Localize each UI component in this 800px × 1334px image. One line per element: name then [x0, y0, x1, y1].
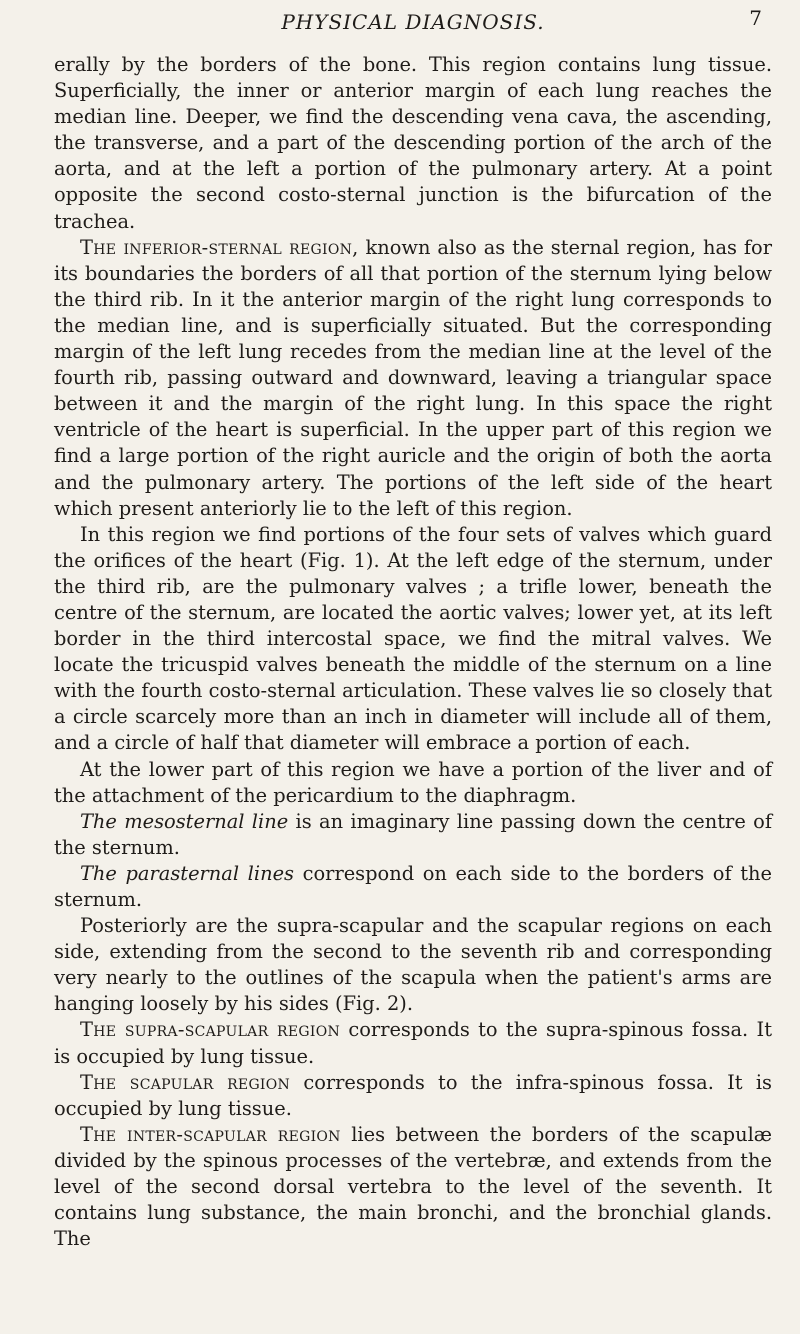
- paragraph-text: corresponds to the supra-spinous fossa. It is occupied by lung tissue.: [54, 1018, 772, 1068]
- paragraph-continuation: [54, 52, 772, 235]
- paragraph-text: known also as the sternal region, has for its boundaries the borders of all that portion of the sternum lying below the third rib. In it the anterior margin of the right lung corresponds to the median line, and is superficially situated. But the corresponding margin of the left lung recedes from the median line at the level of the fourth rib, passing outward and downward, leaving a triangular space between it and the margin of the right lung. In this space the right ventricle of the heart is superficial. In the upper part of this region we find a large portion of the right auricle and the origin of both the aorta and the pulmonary artery. The portions of the left side of the heart which present anteriorly lie to the left of this region.: [54, 235, 772, 520]
- running-title: PHYSICAL DIAGNOSIS.: [281, 10, 545, 34]
- paragraph-text: Posteriorly are the supra-scapular and the scapular regions on each side, extending from the second to the seventh rib and corresponding very nearly to the outlines of the scapula when the patient's arms are hanging loosely by his sides (Fig. 2).: [54, 914, 772, 1016]
- paragraph-mesosternal-line: [54, 809, 772, 861]
- paragraph-parasternal-lines: [54, 861, 772, 913]
- paragraph-text: is an imaginary line passing down the centre of the sternum.: [54, 809, 772, 859]
- paragraph-text: correspond on each side to the borders of the sternum.: [54, 861, 772, 911]
- term-heading: The inter-scapular region: [80, 1122, 341, 1146]
- page-number: 7: [749, 6, 762, 30]
- paragraph-text: corresponds to the infra-spinous fossa. It is occupied by lung tissue.: [54, 1070, 772, 1120]
- paragraph-inter-scapular-region: [54, 1122, 772, 1252]
- term-heading: The scapular region: [80, 1070, 291, 1094]
- term-italic: The mesosternal line: [80, 809, 289, 833]
- term-heading: The inferior-sternal region,: [80, 235, 359, 259]
- paragraph-inferior-sternal-region: [54, 235, 772, 522]
- term-heading: The supra-scapular region: [80, 1018, 341, 1042]
- body-text: [54, 52, 772, 1252]
- paragraph-text: erally by the borders of the bone. This region contains lung tissue. Superficially, the inner or anterior margin of each lung reaches the median line. Deeper, we find the descending vena cava, the ascending, the transverse, and a part of the descending portion of the arch of the aorta, and at the left a portion of the pulmonary artery. At a point opposite the second costo-sternal junction is the bifurcation of the trachea.: [54, 53, 772, 233]
- paragraph-text: At the lower part of this region we have a portion of the liver and of the attachment of the pericardium to the diaphragm.: [54, 757, 772, 807]
- paragraph-supra-scapular-region: [54, 1017, 772, 1069]
- paragraph-lower-part: [54, 757, 772, 809]
- paragraph-valves: [54, 522, 772, 757]
- paragraph-scapular-region: [54, 1070, 772, 1122]
- paragraph-text: lies between the borders of the scapulæ divided by the spinous processes of the vertebræ, and extends from the level of the second dorsal vertebra to the level of the seventh. It contains lung substance, the main bronchi, and the bronchial glands. The: [54, 1122, 772, 1251]
- paragraph-posterior-regions: [54, 913, 772, 1017]
- term-italic: The parasternal lines: [80, 861, 295, 885]
- running-head: [54, 0, 772, 52]
- paragraph-text: In this region we find portions of the four sets of valves which guard the orifices of the heart (Fig. 1). At the left edge of the sternum, under the third rib, are the pulmonary valves ; a trifle lower, beneath the centre of the sternum, are located the aortic valves; lower yet, at its left border in the third intercostal space, we find the mitral valves. We locate the tricuspid valves beneath the middle of the sternum on a line with the fourth costo-sternal articulation. These valves lie so closely that a circle scarcely more than an inch in diameter will include all of them, and a circle of half that diameter will embrace a portion of each.: [54, 522, 772, 755]
